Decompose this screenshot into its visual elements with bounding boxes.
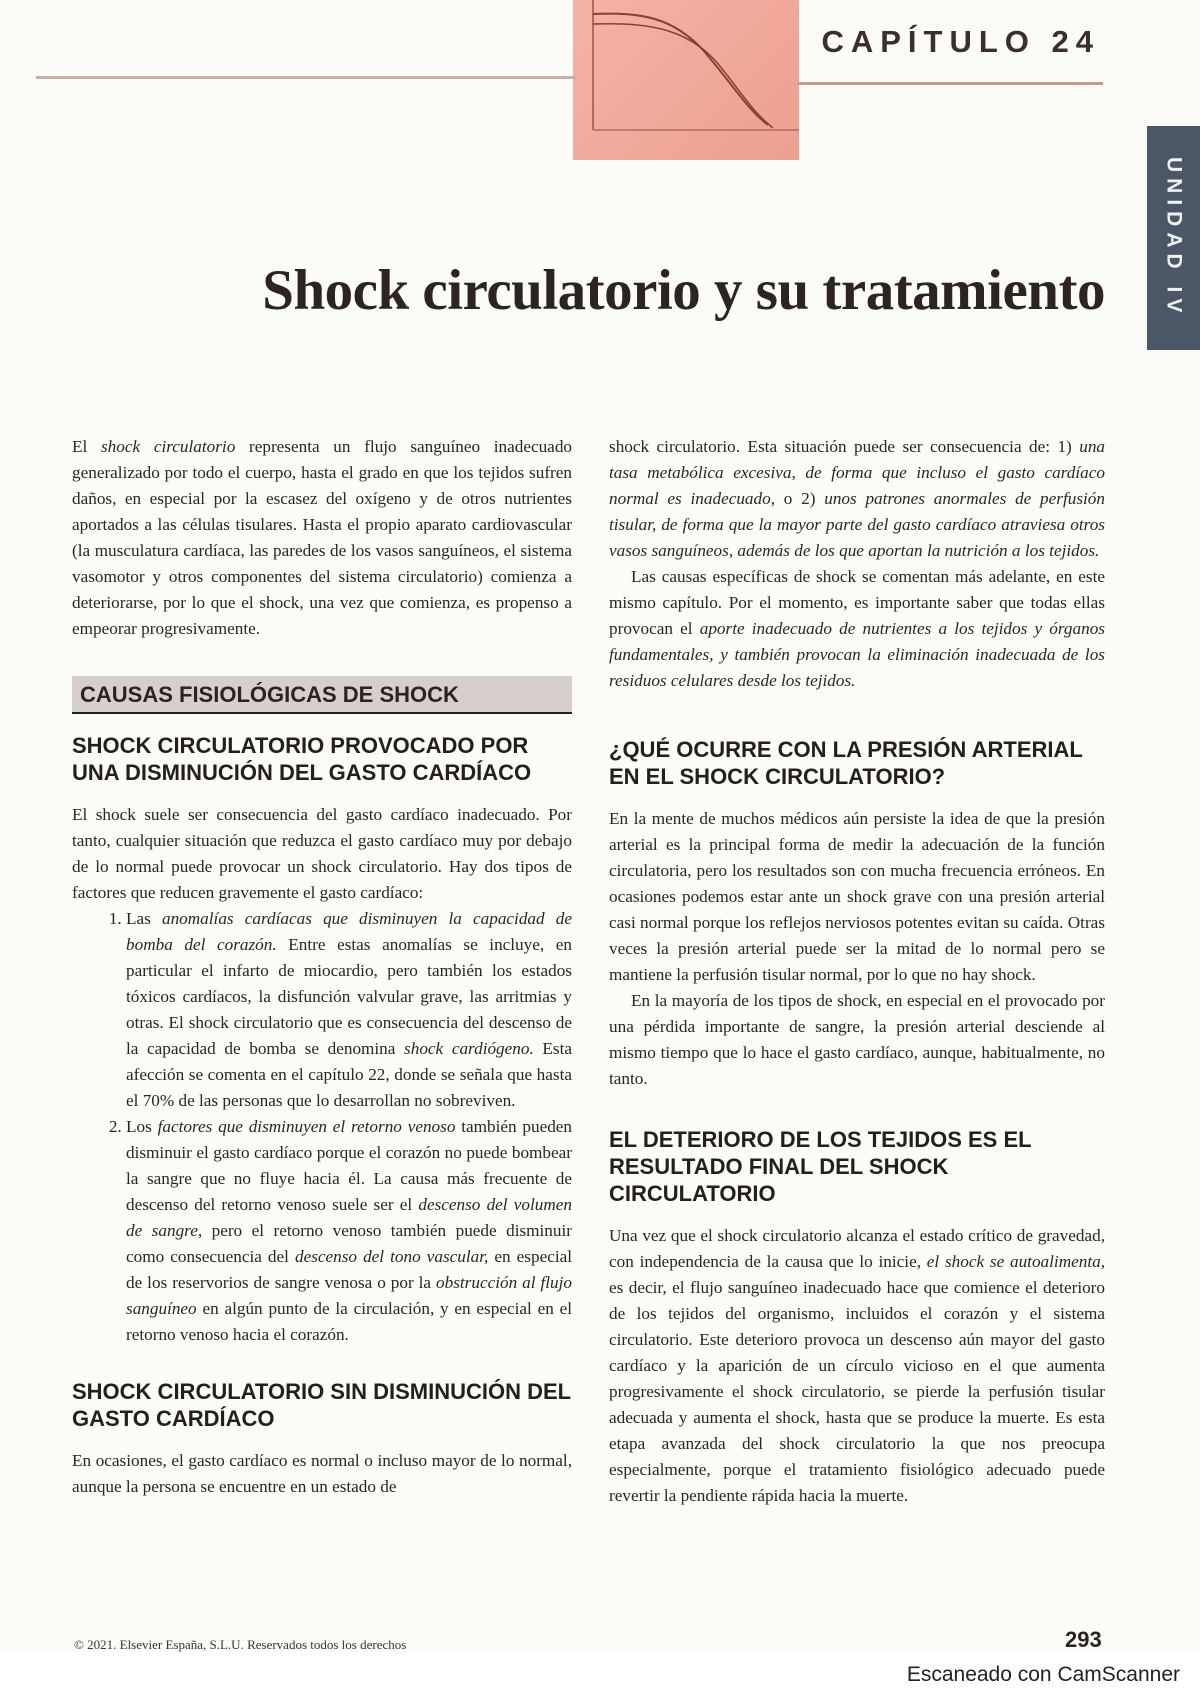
section-heading-arterial-pressure: ¿QUÉ OCURRE CON LA PRESIÓN ARTERIAL EN EL SHOCK CIRCULATORIO?: [609, 737, 1083, 789]
italic-run: descenso del volumen de sangre,: [126, 1195, 572, 1240]
section-heading-reduced-output: SHOCK CIRCULATORIO PROVOCADO POR UNA DISMINUCIÓN DEL GASTO CARDÍACO: [72, 733, 532, 785]
paragraph-tissue-deterioration: Una vez que el shock circulatorio alcanza el estado crítico de gravedad, con independencia de la causa que lo inicie, el shock se autoalimenta, es decir, el flujo sanguíneo inadecuado hace que comience el deterioro de los tejidos del organismo, incluidos el corazón y el sistema circulatorio. Este deterioro provoca un descenso aún mayor del gasto cardíaco y la aparición de un círculo vicioso en el que aumenta progresivamente el shock circulatorio, se pierde la perfusión tisular adecuada y aumenta el shock, hasta que se produce la muerte. Es esta etapa avanzada del shock circulatorio la que nos preocupa especialmente, porque el tratamiento fisiológico adecuado puede revertir la pendiente rápida hacia la muerte.: [609, 1226, 1106, 1505]
paragraph-no-reduced-output: En ocasiones, el gasto cardíaco es normal o incluso mayor de lo normal, aunque la persona se encuentre en un estado de: [72, 1451, 572, 1496]
unit-tab: [1147, 126, 1200, 350]
section-heading-tissue-deterioration: EL DETERIORO DE LOS TEJIDOS ES EL RESULTADO FINAL DEL SHOCK CIRCULATORIO: [609, 1127, 1032, 1206]
chapter-title: Shock circulatorio y su tratamiento: [262, 259, 1105, 322]
italic-run: una tasa metabólica excesiva, de forma que incluso el gasto cardíaco normal es inadecuado,: [609, 437, 1105, 508]
right-column: [609, 434, 1105, 1509]
scanner-watermark-bar: [0, 1652, 1200, 1698]
header-rule-left: [36, 76, 576, 79]
list-item: 1. Las anomalías cardíacas que disminuyen la capacidad de bomba del corazón. Entre estas anomalías se incluye, en particular el infarto de miocardio, pero también los estados tóxicos cardíacos, la disfunción valvular grave, las arritmias y otras. El shock circulatorio que es consecuencia del descenso de la capacidad de bomba se denomina shock cardiógeno. Esta afección se comenta en el capítulo 22, donde se señala que hasta el 70% de las personas que lo desarrollan no sobreviven.: [126, 906, 572, 1114]
paragraph-continuation: shock circulatorio. Esta situación puede ser consecuencia de: 1) una tasa metabólica excesiva, de forma que incluso el gasto cardíaco normal es inadecuado, o 2) unos patrones anormales de perfusión tisular, de forma que la mayor parte del gasto cardíaco atraviesa otros vasos sanguíneos, además de los que aportan la nutrición a los tejidos.: [609, 437, 1105, 560]
page-number: 293: [1065, 1627, 1102, 1652]
header-rule-right: [798, 82, 1103, 85]
italic-run: el shock se autoalimenta,: [926, 1252, 1106, 1271]
italic-run: factores que disminuyen el retorno venoso: [157, 1117, 456, 1136]
intro-paragraph: El shock circulatorio representa un flujo sanguíneo inadecuado generalizado por todo el cuerpo, hasta el grado en que los tejidos sufren daños, en especial por la escasez del oxígeno y de otros nutrientes aportados a las células tisulares. Hasta el propio aparato cardiovascular (la musculatura cardíaca, las paredes de los vasos sanguíneos, el sistema vasomotor y otros componentes del sistema circulatorio) comienza a deteriorarse, por lo que el shock, una vez que comienza, es propenso a empeorar progresivamente.: [72, 437, 573, 638]
italic-run: shock cardiógeno.: [404, 1039, 534, 1058]
copyright-notice: © 2021. Elsevier España, S.L.U. Reservados todos los derechos: [74, 1637, 407, 1652]
paragraph-blood-loss: En la mayoría de los tipos de shock, en especial en el provocado por una pérdida importante de sangre, la presión arterial desciende al mismo tiempo que lo hace el gasto cardíaco, aunque, habitualmente, no tanto.: [609, 991, 1105, 1088]
scanner-watermark: Escaneado con CamScanner: [906, 1663, 1180, 1686]
list-item: 2. Los factores que disminuyen el retorno venoso también pueden disminuir el gasto cardíaco porque el corazón no puede bombear la sangre que no fluye hacia él. La causa más frecuente de descenso del retorno venoso suele ser el descenso del volumen de sangre, pero el retorno venoso también puede disminuir como consecuencia del descenso del tono vascular, en especial de los reservorios de sangre venosa o por la obstrucción al flujo sanguíneo en algún punto de la circulación, y en especial en el retorno venoso hacia el corazón.: [126, 1114, 572, 1348]
paragraph-specific-causes: Las causas específicas de shock se comentan más adelante, en este mismo capítulo. Por el momento, es importante saber que todas ellas provocan el aporte inadecuado de nutrientes a los tejidos y órganos fundamentales, y también provocan la eliminación inadecuada de los residuos celulares desde los tejidos.: [609, 567, 1105, 690]
italic-run: aporte inadecuado de nutrientes a los tejidos y órganos fundamentales, y también provocan la eliminación inadecuada de los residuos celulares desde los tejidos.: [609, 619, 1105, 690]
italic-run: unos patrones anormales de perfusión tisular, de forma que la mayor parte del gasto cardíaco atraviesa otros vasos sanguíneos, además de los que aportan la nutrición a los tejidos.: [609, 489, 1105, 560]
italic-run: shock circulatorio: [100, 437, 236, 456]
chapter-label: CAPÍTULO 24: [821, 24, 1100, 59]
unit-tab-label: UNIDAD IV: [1162, 157, 1186, 319]
left-column: [72, 434, 572, 1500]
section-heading-no-reduced-output: SHOCK CIRCULATORIO SIN DISMINUCIÓN DEL GASTO CARDÍACO: [72, 1379, 571, 1431]
causes-list: [72, 906, 572, 1348]
decline-curve-graphic: [573, 0, 799, 160]
paragraph-arterial-pressure: En la mente de muchos médicos aún persiste la idea de que la presión arterial es la principal forma de medir la adecuación de la función circulatoria, pero los resultados son con mucha frecuencia erróneos. En ocasiones podemos estar ante un shock grave con una presión arterial casi normal porque los reflejos nerviosos potentes evitan su caída. Otras veces la presión arterial puede ser la mitad de lo normal pero se mantiene la perfusión tisular normal, por lo que no hay shock.: [609, 809, 1105, 984]
italic-run: anomalías cardíacas que disminuyen la capacidad de bomba del corazón.: [126, 909, 572, 954]
section-banner: CAUSAS FISIOLÓGICAS DE SHOCK: [72, 676, 572, 714]
paragraph-reduced-output: El shock suele ser consecuencia del gasto cardíaco inadecuado. Por tanto, cualquier situación que reduzca el gasto cardíaco muy por debajo de lo normal puede provocar un shock circulatorio. Hay dos tipos de factores que reducen gravemente el gasto cardíaco:: [72, 805, 572, 902]
italic-run: obstrucción al flujo sanguíneo: [126, 1273, 572, 1318]
italic-run: descenso del tono vascular,: [294, 1247, 489, 1266]
chapter-graph-thumbnail: [573, 0, 799, 160]
